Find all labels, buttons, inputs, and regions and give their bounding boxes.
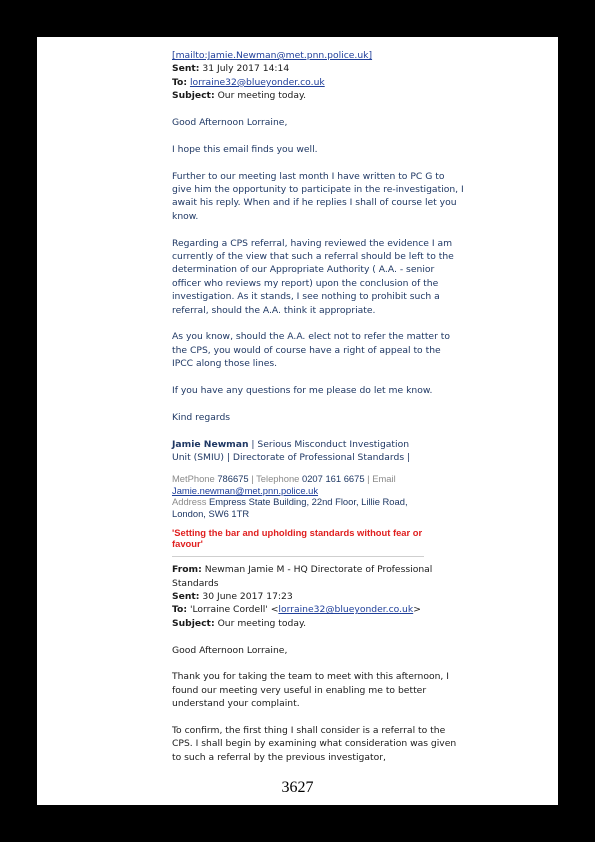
metphone-label: MetPhone [172, 473, 218, 485]
subject-label: Subject: [172, 90, 215, 102]
body-paragraph: Further to our meeting last month I have written to PC G to give him the opportunity to participate in the re-investigation, I await his reply. When and if he replies I shall of course let you know. [172, 170, 464, 222]
from-label: From: [172, 564, 202, 576]
sent-value: 30 June 2017 17:23 [202, 590, 293, 602]
document-page [37, 37, 558, 805]
to-email-link[interactable]: lorraine32@blueyonder.co.uk [278, 604, 414, 616]
divider [172, 556, 424, 557]
body-paragraph: To confirm, the first thing I shall consider is a referral to the CPS. I shall begin by examining what consideration was given to such a referral by the previous investigator, [172, 724, 457, 763]
sent-value: 31 July 2017 14:14 [202, 63, 290, 75]
from-value: Newman Jamie M - HQ Directorate of Professional Standards [172, 564, 433, 589]
signature-name: Jamie Newman [172, 438, 249, 450]
signature-unit: | Serious Misconduct Investigation Unit (SMIU) | Directorate of Professional Standards | [172, 438, 411, 464]
page-number: 3627 [281, 779, 314, 796]
body-paragraph: Thank you for taking the team to meet with this afternoon, I found our meeting very useful in enabling me to better understand your complaint. [172, 671, 449, 710]
email-content [172, 49, 464, 764]
signature-email-link[interactable]: Jamie.newman@met.pnn.police.uk [172, 484, 319, 496]
subject-value: Our meeting today. [217, 617, 307, 629]
to-end: > [413, 604, 421, 616]
greeting: Good Afternoon Lorraine, [172, 644, 288, 656]
address-label: Address [172, 496, 209, 508]
telephone-value: 0207 161 6675 [302, 473, 365, 485]
to-label: To: [172, 76, 188, 88]
mailto-link[interactable]: [mailto:Jamie.Newman@met.pnn.police.uk] [172, 50, 373, 61]
greeting: Good Afternoon Lorraine, [172, 117, 288, 129]
to-email-link[interactable]: lorraine32@blueyonder.co.uk [189, 76, 325, 88]
signature-block [172, 438, 464, 549]
email2-body [172, 644, 464, 765]
telephone-label: | Telephone [248, 473, 302, 485]
subject-value: Our meeting today. [217, 90, 307, 102]
sent-label: Sent: [172, 63, 200, 75]
metphone-value: 786675 [217, 473, 249, 485]
body-paragraph: As you know, should the A.A. elect not to refer the matter to the CPS, you would of course have a right of appeal to the IPCC along those lines. [172, 331, 450, 370]
body-paragraph: If you have any questions for me please do let me know. [172, 385, 433, 397]
closing: Kind regards [172, 411, 231, 423]
email-label: | Email [364, 473, 396, 485]
email2-header [172, 563, 464, 630]
body-paragraph: I hope this email finds you well. [172, 143, 318, 155]
body-paragraph: Regarding a CPS referral, having reviewed the evidence I am currently of the view that such a referral should be left to the determination of our Appropriate Authority ( A.A. - senior officer who reviews my report) upon the conclusion of the investigation. As it stands, I see nothing to prohibit such a referral, should the A.A. think it appropriate. [172, 237, 454, 316]
signature-motto: 'Setting the bar and upholding standards without fear or favour' [172, 527, 423, 550]
sent-label: Sent: [172, 590, 200, 602]
subject-label: Subject: [172, 617, 215, 629]
to-name: 'Lorraine Cordell' < [189, 604, 279, 616]
address-value: Empress State Building, 22nd Floor, Lillie Road, London, SW6 1TR [172, 496, 408, 519]
email1-body [172, 116, 464, 424]
to-label: To: [172, 604, 188, 616]
email1-header [172, 49, 464, 103]
